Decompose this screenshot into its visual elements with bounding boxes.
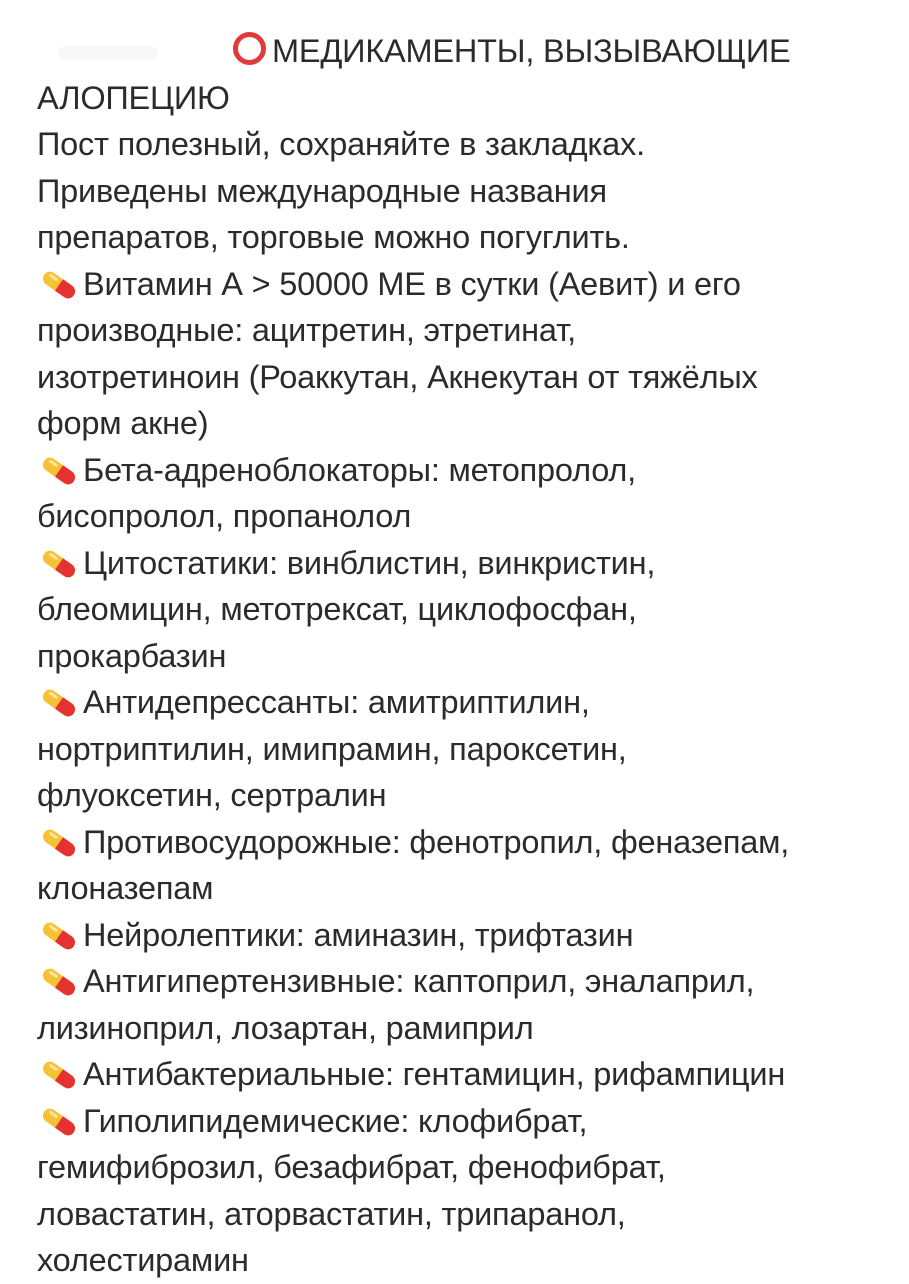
medication-list [37,261,877,1284]
medication-group-text: Антидепрессанты: амитриптилин, [83,684,590,720]
medication-group-line: прокарбазин [37,637,227,674]
medication-group-line: холестирамин [37,1242,249,1278]
post-title-line-2: АЛОПЕЦИЮ [37,79,230,116]
pill-icon [37,827,81,859]
medication-group-text: Антигипертензивные: каптоприл, эналаприл, [83,963,755,999]
pill-icon [37,966,81,998]
pill-icon [37,920,81,952]
post-title-text: МЕДИКАМЕНТЫ, ВЫЗЫВАЮЩИЕ [272,33,791,69]
medication-group-first-line [37,958,877,1005]
medication-group-text: Бета-адреноблокаторы: метопролол, [83,451,636,488]
medication-group-first-line [37,1051,877,1098]
medication-group-text: Гиполипидемические: клофибрат, [83,1102,588,1139]
intro-line: Приведены международные названия [37,172,607,209]
medication-group-line: гемифиброзил, безафибрат, фенофибрат, [37,1149,666,1185]
medication-group-line: производные: ацитретин, этретинат, [37,312,577,348]
pill-icon [37,687,81,719]
medication-group-line: блеомицин, метотрексат, циклофосфан, [37,591,637,627]
medication-group-text: Цитостатики: винблистин, винкристин, [83,544,656,581]
medication-group-text: Нейролептики: аминазин, трифтазин [83,916,634,953]
medication-group-line: ловастатин, аторвастатин, трипаранол, [37,1195,626,1232]
medication-group-first-line [37,679,877,726]
medication-group [37,261,877,447]
medication-group [37,1051,877,1098]
pill-icon [37,269,81,301]
post-text [37,28,877,1284]
medication-group-first-line [37,261,877,308]
medication-group [37,679,877,819]
medication-group [37,1098,877,1284]
medication-group-first-line [37,912,877,959]
medication-group-line: лизиноприл, лозартан, рамиприл [37,1009,534,1046]
hollow-red-circle-icon [233,32,266,65]
medication-group-text: Витамин А > 50000 МЕ в сутки (Аевит) и его [83,265,741,302]
medication-group [37,819,877,912]
medication-group-line: форм акне) [37,405,209,441]
medication-group-first-line [37,540,877,587]
medication-group [37,958,877,1051]
medication-group-text: Антибактериальные: гентамицин, рифампицин [83,1056,786,1092]
medication-group-line: бисопролол, пропанолол [37,498,412,534]
intro-line: Пост полезный, сохраняйте в закладках. [37,126,645,162]
medication-group-line: изотретиноин (Роаккутан, Акнекутан от тяжёлых [37,358,758,395]
pill-icon [37,548,81,580]
medication-group-text: Противосудорожные: фенотропил, феназепам, [83,823,790,860]
medication-group [37,912,877,959]
pill-icon [37,1059,81,1091]
medication-group [37,447,877,540]
medication-group-first-line [37,819,877,866]
medication-group-first-line [37,1098,877,1145]
pill-icon [37,1106,81,1138]
pill-icon [37,455,81,487]
medication-group [37,540,877,680]
post-title-line-1 [37,28,877,75]
intro-line: препаратов, торговые можно погуглить. [37,219,630,255]
medication-group-line: нортриптилин, имипрамин, пароксетин, [37,730,627,767]
medication-group-line: флуоксетин, сертралин [37,777,387,813]
medication-group-line: клоназепам [37,870,214,906]
medication-group-first-line [37,447,877,494]
